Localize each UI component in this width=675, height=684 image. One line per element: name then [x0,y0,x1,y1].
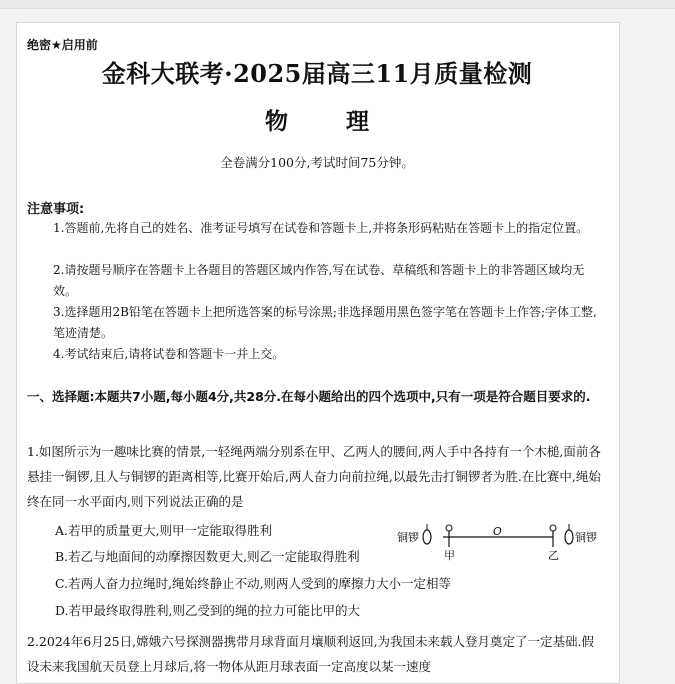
confidential-label: 绝密★启用前 [27,38,98,52]
right-gong-shape [565,530,573,544]
left-gong-shape [423,530,431,544]
question-1-option-a: A.若甲的质量更大,则甲一定能取得胜利 [55,523,272,538]
section-heading: 一、选择题:本题共7小题,每小题4分,共28分.在每小题给出的四个选项中,只有一项是符合题目要求的. [27,389,591,404]
person-a-head [446,525,452,531]
notice-item: 3.选择题用2B铅笔在答题卡上把所选答案的标号涂黑;非选择题用黑色签字笔在答题卡上作答;字体工整,笔迹清楚。 [53,305,597,340]
question-2-stem: 2.2024年6月25日,嫦娥六号探测器携带月球背面月壤顺利返回,为我国未来载人登月奠定了一定基础.假设未来我国航天员登上月球后,将一物体从距月球表面一定高度以某一速度 [27,634,595,674]
question-1-option-c: C.若两人奋力拉绳时,绳始终静止不动,则两人受到的摩擦力大小一定相等 [55,576,452,591]
notice-item: 1.答题前,先将自己的姓名、准考证号填写在试卷和答题卡上,并将条形码粘贴在答题卡上的指定位置。 [53,221,589,235]
person-a-label: 甲 [444,549,455,562]
notice-heading: 注意事项: [27,202,85,217]
exam-title: 金科大联考·2025届高三11月质量检测 [101,59,533,88]
person-b-label: 乙 [548,549,559,562]
notice-item: 2.请按题号顺序在答题卡上各题目的答题区域内作答,写在试卷、草稿纸和答题卡上的非答题区域均无效。 [53,263,585,298]
question-1-option-d: D.若甲最终取得胜利,则乙受到的绳的拉力可能比甲的大 [55,603,361,618]
document-page [16,22,620,684]
left-gong-label: 铜锣 [397,531,419,544]
tug-of-war-figure [397,519,597,569]
right-gong-label: 铜锣 [575,531,597,544]
notice-item: 4.考试结束后,请将试卷和答题卡一并上交。 [53,347,285,361]
person-b-head [550,525,556,531]
score-line: 全卷满分100分,考试时间75分钟。 [220,155,414,170]
subject-title: 物 理 [264,108,369,135]
question-1-stem: 1.如图所示为一趣味比赛的情景,一轻绳两端分别系在甲、乙两人的腰间,两人手中各持有一个木槌,面前各悬挂一铜锣,且人与铜锣的距离相等,比赛开始后,两人奋力向前拉绳,以最先击打铜锣者为胜.在比赛中,绳始终在同一水平面内,则下列说法正确的是 [27,444,601,509]
question-1-option-b: B.若乙与地面间的动摩擦因数更大,则乙一定能取得胜利 [55,549,360,564]
viewer-top-strip [0,0,675,9]
center-point-label: O [493,525,502,538]
